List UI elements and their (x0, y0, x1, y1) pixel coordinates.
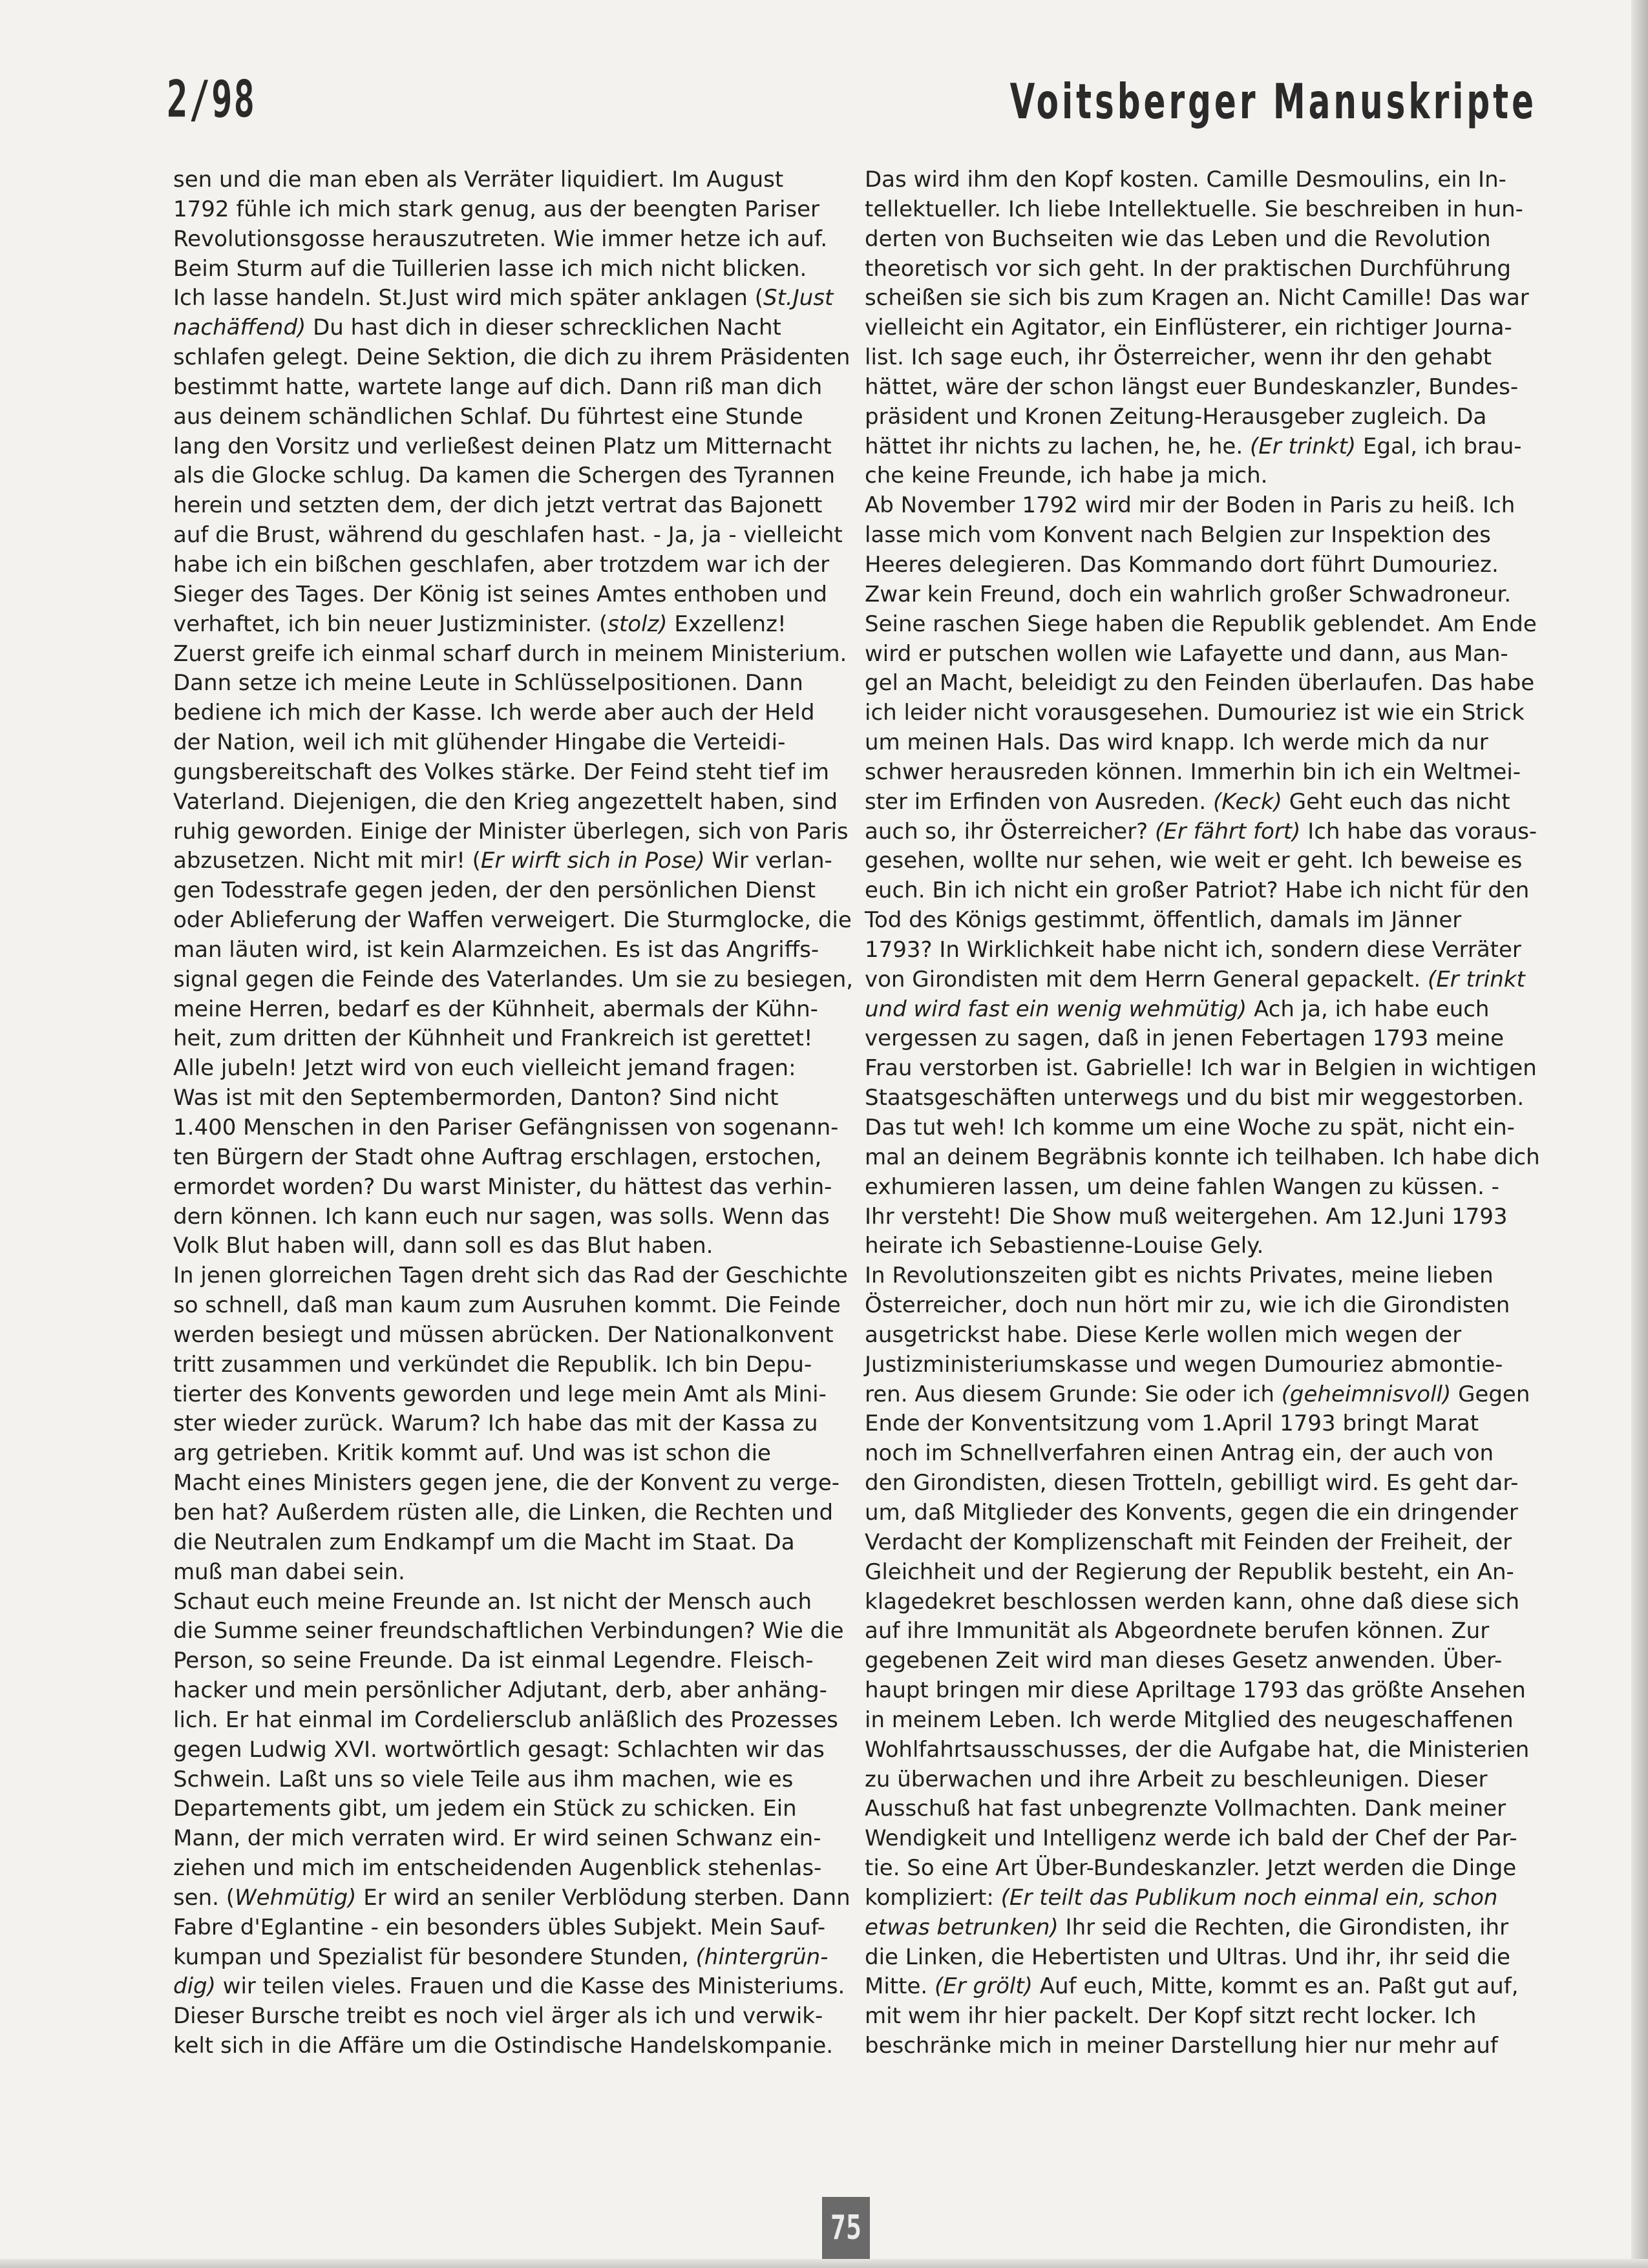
text-line (173, 255, 832, 284)
text-line (173, 1202, 832, 1232)
text-run: auch so, ihr Österreicher? (865, 818, 1156, 845)
text-run: präsident und Kronen Zeitung-Herausgeber zugleich. Da (865, 403, 1487, 430)
text-line (173, 313, 832, 343)
text-run: der Nation, weil ich mit glühender Hingabe die Verteidi- (173, 730, 786, 756)
text-run: haupt bringen mir diese Apriltage 1793 das größte Ansehen (865, 1677, 1526, 1704)
text-line (173, 1232, 832, 1261)
text-run: Ab November 1792 wird mir der Boden in Paris zu heiß. Ich (865, 492, 1516, 519)
text-run: Heeres delegieren. Das Kommando dort führt Dumouriez. (865, 551, 1499, 578)
text-line (865, 1291, 1517, 1321)
text-run: exhumieren lassen, um deine fahlen Wangen zu küssen. - (865, 1173, 1499, 1200)
text-run: noch im Schnellverfahren einen Antrag ein, der auch von (865, 1440, 1494, 1467)
text-run: hacker und mein persönlicher Adjutant, derb, aber anhäng- (173, 1677, 827, 1704)
text-line (173, 1409, 832, 1439)
stage-direction: (Er trinkt (1427, 966, 1525, 992)
text-run: schlafen gelegt. Deine Sektion, die dich zu ihrem Präsidenten (173, 344, 850, 371)
text-line (865, 1024, 1517, 1054)
text-run: Sieger des Tages. Der König ist seines Amtes enthoben und (173, 581, 827, 607)
text-run: gungsbereitschaft des Volkes stärke. Der Feind steht tief im (173, 759, 829, 785)
text-line (865, 491, 1517, 521)
text-run: bestimmt hatte, wartete lange auf dich. Dann riß man dich (173, 373, 823, 400)
text-line (865, 1676, 1526, 1706)
text-line (173, 1380, 832, 1410)
text-line (173, 758, 832, 788)
text-run: lich. Er hat einmal im Cordeliersclub anläßlich des Prozesses (173, 1706, 838, 1733)
text-run: Exzellenz! (667, 611, 787, 637)
text-line (173, 1884, 850, 1913)
text-line (865, 610, 1537, 640)
text-run: Geht euch das nicht (1282, 788, 1510, 815)
text-run: In jenen glorreichen Tagen dreht sich das Rad der Geschichte (173, 1263, 848, 1289)
text-run: Seine raschen Siege haben die Republik geblendet. Am Ende (865, 611, 1537, 637)
text-run: Das tut weh! Ich komme um eine Woche zu spät, nicht ein- (865, 1115, 1515, 1140)
text-line (865, 1409, 1517, 1439)
text-run: um meinen Hals. Das wird knapp. Ich werde mich da nur (865, 730, 1488, 756)
text-line (865, 846, 1523, 876)
text-line (865, 225, 1517, 255)
text-line (173, 343, 850, 373)
text-run: heit, zum dritten der Kühnheit und Frankreich ist gerettet! (173, 1025, 813, 1052)
text-run: von Girondisten mit dem Herrn General gepackelt. (865, 966, 1428, 992)
text-run: abzusetzen. Nicht mit mir! ( (173, 848, 481, 874)
text-line (865, 1113, 1517, 1143)
text-line (865, 1202, 1517, 1232)
text-line (865, 1913, 1517, 1943)
text-line (173, 284, 832, 313)
text-line (173, 669, 832, 698)
text-line (865, 551, 1517, 580)
text-run: klagedekret beschlossen werden kann, ohne daß diese sich (865, 1588, 1520, 1615)
text-line (865, 1943, 1517, 1973)
text-run: man läuten wird, ist kein Alarmzeichen. Es ist das Angriffs- (173, 936, 819, 963)
text-line (173, 521, 843, 551)
text-line (865, 1854, 1517, 1884)
text-line (173, 1054, 832, 1084)
text-line (173, 1706, 838, 1736)
text-run: beschränke mich in meiner Darstellung hier nur mehr auf (865, 2033, 1498, 2059)
text-run: dern können. Ich kann euch nur sagen, was solls. Wenn das (173, 1203, 830, 1230)
text-run: theoretisch vor sich geht. In der praktischen Durchführung (865, 255, 1511, 282)
text-line (865, 1528, 1517, 1558)
text-line (865, 1439, 1517, 1469)
text-line (173, 1558, 832, 1588)
text-line (173, 2032, 832, 2061)
text-run: In Revolutionszeiten gibt es nichts Privates, meine lieben (865, 1263, 1494, 1289)
stage-direction: stolz) (607, 611, 668, 637)
text-column-right (865, 165, 1540, 2061)
text-run: tie. So eine Art Über-Bundeskanzler. Jetzt werden die Dinge (865, 1855, 1517, 1882)
text-run: Ach ja, ich habe euch (1247, 996, 1490, 1022)
text-run: ster wieder zurück. Warum? Ich habe das mit der Kassa zu (173, 1411, 818, 1437)
text-line (173, 965, 854, 995)
text-line (865, 255, 1517, 284)
text-run: che keine Freunde, ich habe ja mich. (865, 463, 1268, 489)
text-line (173, 906, 852, 936)
page-edge-right (1631, 0, 1648, 2268)
text-line (865, 1054, 1537, 1084)
text-line (865, 1261, 1517, 1291)
text-run: list. Ich sage euch, ihr Österreicher, wenn ihr den gehabt (865, 344, 1492, 371)
stage-direction: Wehmütig) (235, 1884, 357, 1911)
text-line (865, 195, 1523, 225)
text-line (865, 580, 1517, 610)
text-line (865, 1736, 1530, 1765)
text-run: wird er putschen wollen wie Lafayette und dann, aus Man- (865, 640, 1508, 667)
stage-direction: (Keck) (1213, 788, 1282, 815)
text-run: Wir verlan- (704, 848, 832, 874)
text-line (865, 432, 1522, 462)
text-line (865, 698, 1525, 728)
text-line (865, 906, 1517, 936)
text-line (173, 2002, 832, 2032)
text-run: Vaterland. Diejenigen, die den Krieg angezettelt haben, sind (173, 788, 838, 815)
text-run: kompliziert: (865, 1884, 1001, 1911)
text-line (173, 403, 832, 432)
text-run: Schaut euch meine Freunde an. Ist nicht der Mensch auch (173, 1588, 812, 1615)
text-run: Ihr seid die Rechten, die Girondisten, ihr (1058, 1914, 1509, 1940)
text-run: vergessen zu sagen, daß in jenen Febertagen 1793 meine (865, 1025, 1505, 1052)
text-line (865, 373, 1517, 403)
text-line (173, 1261, 848, 1291)
text-run: Verdacht der Komplizenschaft mit Feinden der Freiheit, der (865, 1529, 1512, 1555)
text-line (865, 1498, 1517, 1528)
issue-number: 2/98 (167, 70, 257, 129)
text-run: tritt zusammen und verkündet die Republik. Ich bin Depu- (173, 1351, 812, 1378)
text-run: ren. Aus diesem Grunde: Sie oder ich (865, 1381, 1282, 1407)
text-line (865, 1884, 1517, 1913)
text-run: kelt sich in die Affäre um die Ostindische Handelskompanie. (173, 2033, 834, 2059)
text-run: Das wird ihm den Kopf kosten. Camille Desmoulins, ein In- (865, 167, 1506, 193)
text-line (865, 165, 1517, 195)
text-line (173, 995, 832, 1025)
text-line (865, 1350, 1517, 1380)
text-line (865, 1646, 1517, 1676)
text-run: Wohlfahrtsausschusses, der die Aufgabe hat, die Ministerien (865, 1736, 1530, 1763)
text-line (865, 1558, 1517, 1588)
text-line (865, 403, 1517, 432)
text-run: die Neutralen zum Endkampf um die Macht im Staat. Da (173, 1529, 795, 1555)
text-run: Beim Sturm auf die Tuillerien lasse ich mich nicht blicken. (173, 255, 807, 282)
text-run: gel an Macht, beleidigt zu den Feinden überlaufen. Das habe (865, 670, 1535, 697)
text-line (173, 728, 832, 758)
text-run: in meinem Leben. Ich werde Mitglied des neugeschaffenen (865, 1706, 1514, 1733)
text-run: hättet ihr nichts zu lachen, he, he. (865, 433, 1250, 459)
text-run: sen und die man eben als Verräter liquidiert. Im August (173, 167, 784, 193)
text-line (173, 1321, 832, 1350)
text-line (865, 640, 1517, 669)
text-line (173, 610, 832, 640)
text-run: die Summe seiner freundschaftlichen Verbindungen? Wie die (173, 1618, 844, 1644)
text-run: die Linken, die Hebertisten und Ultras. Und ihr, ihr seid die (865, 1944, 1510, 1970)
text-line (173, 1913, 832, 1943)
stage-direction: etwas betrunken) (865, 1914, 1059, 1940)
stage-direction: (Er teilt das Publikum noch einmal ein, schon (1000, 1884, 1498, 1911)
text-run: auf ihre Immunität als Abgeordnete berufen können. Zur (865, 1618, 1490, 1644)
text-run: auf die Brust, während du geschlafen hast. - Ja, ja - vielleicht (173, 522, 843, 549)
text-run: Zuerst greife ich einmal scharf durch in meinem Ministerium. (173, 640, 847, 667)
text-line (173, 580, 832, 610)
stage-direction: Er wirft sich in Pose) (480, 848, 705, 874)
text-run: Er wird an seniler Verblödung sterben. Dann (356, 1884, 850, 1911)
text-line (173, 698, 832, 728)
text-line (173, 936, 832, 965)
text-run: Gegen (1451, 1381, 1530, 1407)
text-line (865, 936, 1521, 965)
text-run: Person, so seine Freunde. Da ist einmal Legendre. Fleisch- (173, 1648, 814, 1674)
text-line (865, 1232, 1517, 1261)
text-run: gegebenen Zeit wird man dieses Gesetz anwenden. Über- (865, 1648, 1503, 1674)
text-line (173, 1824, 832, 1854)
text-run: Departements gibt, um jedem ein Stück zu schicken. Ein (173, 1796, 797, 1822)
text-run: heirate ich Sebastienne-Louise Gely. (865, 1233, 1264, 1259)
journal-title: Voitsberger Manuskripte (1009, 74, 1537, 130)
text-run: tellektueller. Ich liebe Intellektuelle. Sie beschreiben in hun- (865, 196, 1523, 222)
text-run: Schwein. Laßt uns so viele Teile aus ihm machen, wie es (173, 1766, 794, 1792)
text-run: Mitte. (865, 1973, 935, 2000)
text-line (173, 788, 838, 817)
text-run: herein und setzten dem, der dich jetzt vertrat das Bajonett (173, 492, 823, 519)
text-line (173, 817, 849, 847)
text-line (173, 1173, 832, 1202)
text-line (173, 1113, 839, 1143)
text-line (173, 1084, 832, 1113)
text-run: signal gegen die Feinde des Vaterlandes. Um sie zu besiegen, (173, 966, 854, 992)
stage-direction: (hintergrün- (695, 1944, 829, 1970)
text-column-left (173, 165, 854, 2061)
text-line (865, 1143, 1540, 1173)
text-run: wir teilen vieles. Frauen und die Kasse des Ministeriums. (215, 1973, 845, 2000)
text-run: Justizministeriumskasse und wegen Dumouriez abmontie- (865, 1351, 1503, 1378)
text-run: ich leider nicht vorausgesehen. Dumouriez ist wie ein Strick (865, 700, 1525, 726)
stage-direction: (Er fährt fort) (1155, 818, 1301, 845)
text-line (865, 1173, 1517, 1202)
text-run: vielleicht ein Agitator, ein Einflüsterer, ein richtiger Journa- (865, 315, 1512, 341)
text-run: Ihr versteht! Die Show muß weitergehen. Am 12.Juni 1793 (865, 1203, 1508, 1230)
text-line (173, 491, 832, 521)
text-line (865, 1824, 1517, 1854)
text-line (173, 1765, 832, 1795)
text-line (865, 1321, 1517, 1350)
text-line (173, 1350, 832, 1380)
text-run: scheißen sie sich bis zum Kragen an. Nicht Camille! Das war (865, 285, 1529, 311)
text-line (173, 432, 832, 462)
text-line (865, 284, 1529, 313)
text-line (173, 1291, 841, 1321)
text-run: aus deinem schändlichen Schlaf. Du führtest eine Stunde (173, 403, 803, 430)
text-run: kumpan und Spezialist für besondere Stunden, (173, 1944, 696, 1970)
text-line (173, 640, 847, 669)
text-run: ruhig geworden. Einige der Minister überlegen, sich von Paris (173, 818, 849, 845)
text-line (865, 758, 1521, 788)
text-run: muß man dabei sein. (173, 1559, 405, 1585)
text-run: um, daß Mitglieder des Konvents, gegen die ein dringender (865, 1499, 1518, 1526)
stage-direction: (Er trinkt) (1249, 433, 1357, 459)
text-line (173, 373, 832, 403)
text-line (865, 1617, 1517, 1646)
text-run: verhaftet, ich bin neuer Justizminister. ( (173, 611, 608, 637)
text-run: Fabre d'Eglantine - ein besonders übles Subjekt. Mein Sauf- (173, 1914, 826, 1940)
text-line (865, 313, 1517, 343)
text-line (173, 846, 832, 876)
text-line (173, 461, 836, 491)
text-line (173, 1794, 832, 1824)
text-line (865, 1706, 1517, 1736)
text-line (173, 195, 832, 225)
text-run: Ich habe das voraus- (1300, 818, 1537, 845)
text-run: den Girondisten, diesen Trotteln, gebilligt wird. Es geht dar- (865, 1470, 1519, 1496)
text-line (173, 1528, 832, 1558)
text-line (173, 1143, 832, 1173)
text-run: Auf euch, Mitte, kommt es an. Paßt gut auf, (1032, 1973, 1519, 2000)
text-run: tierter des Konvents geworden und lege mein Amt als Mini- (173, 1381, 827, 1407)
text-line (173, 1972, 845, 2002)
text-run: Ende der Konventsitzung vom 1.April 1793 bringt Marat (865, 1411, 1479, 1437)
text-line (173, 876, 832, 906)
text-line (865, 1765, 1517, 1795)
text-line (865, 2032, 1517, 2061)
page-edge-bottom (0, 2259, 1648, 2268)
text-run: mit wem ihr hier packelt. Der Kopf sitzt recht locker. Ich (865, 2003, 1477, 2030)
stage-direction: St.Just (763, 285, 834, 311)
text-run: ster im Erfinden von Ausreden. (865, 788, 1214, 815)
text-run: mal an deinem Begräbnis konnte ich teilhaben. Ich habe dich (865, 1144, 1540, 1170)
text-run: Tod des Königs gestimmt, öffentlich, damals im Jänner (865, 907, 1462, 934)
stage-direction: (Er grölt) (934, 1973, 1033, 2000)
text-line (865, 669, 1535, 698)
text-run: Alle jubeln! Jetzt wird von euch vielleicht jemand fragen: (173, 1055, 796, 1082)
text-line (173, 1736, 832, 1765)
text-run: gen Todesstrafe gegen jeden, der den persönlichen Dienst (173, 877, 816, 904)
text-line (865, 965, 1525, 995)
text-line (865, 1794, 1517, 1824)
page-number-badge (822, 2197, 870, 2259)
text-run: ziehen und mich im entscheidenden Augenblick stehenlas- (173, 1855, 822, 1882)
text-run: werden besiegt und müssen abrücken. Der Nationalkonvent (173, 1321, 834, 1348)
text-run: Wendigkeit und Intelligenz werde ich bald der Chef der Par- (865, 1825, 1517, 1852)
text-run: Dann setze ich meine Leute in Schlüsselpositionen. Dann (173, 670, 803, 697)
text-run: hättet, wäre der schon längst euer Bundeskanzler, Bundes- (865, 373, 1519, 400)
text-run: oder Ablieferung der Waffen verweigert. Die Sturmglocke, die (173, 907, 852, 934)
text-line (865, 1084, 1525, 1113)
text-run: Volk Blut haben will, dann soll es das Blut haben. (173, 1233, 713, 1259)
text-run: bediene ich mich der Kasse. Ich werde aber auch der Held (173, 700, 815, 726)
text-line (173, 1498, 832, 1528)
text-run: derten von Buchseiten wie das Leben und die Revolution (865, 226, 1491, 252)
text-line (173, 1617, 844, 1646)
text-line (865, 728, 1517, 758)
text-line (173, 1943, 832, 1973)
text-run: Zwar kein Freund, doch ein wahrlich großer Schwadroneur. (865, 581, 1512, 607)
text-run: ten Bürgern der Stadt ohne Auftrag erschlagen, erstochen, (173, 1144, 822, 1170)
text-line (865, 521, 1517, 551)
stage-direction: und wird fast ein wenig wehmütig) (865, 996, 1247, 1022)
text-run: Ich lasse handeln. St.Just wird mich später anklagen ( (173, 285, 763, 311)
text-line (173, 225, 832, 255)
text-run: 1.400 Menschen in den Pariser Gefängnissen von sogenann- (173, 1115, 839, 1140)
text-run: Was ist mit den Septembermorden, Danton? Sind nicht (173, 1085, 779, 1111)
text-run: Mann, der mich verraten wird. Er wird seinen Schwanz ein- (173, 1825, 821, 1852)
text-line (865, 343, 1517, 373)
text-line (865, 995, 1517, 1025)
page-number: 75 (830, 2209, 862, 2247)
stage-direction: nachäffend) (173, 315, 306, 341)
text-run: sen. ( (173, 1884, 235, 1911)
text-run: als die Glocke schlug. Da kamen die Schergen des Tyrannen (173, 463, 836, 489)
text-line (173, 1588, 832, 1617)
text-run: Egal, ich brau- (1356, 433, 1522, 459)
text-line (865, 876, 1530, 906)
text-run: gesehen, wollte nur sehen, wie weit er geht. Ich beweise es (865, 848, 1523, 874)
text-run: Österreicher, doch nun hört mir zu, wie ich die Girondisten (865, 1292, 1510, 1319)
text-run: habe ich ein bißchen geschlafen, aber trotzdem war ich der (173, 551, 830, 578)
text-run: 1793? In Wirklichkeit habe nicht ich, sondern diese Verräter (865, 936, 1521, 963)
text-line (865, 1588, 1520, 1617)
text-line (173, 1854, 832, 1884)
text-line (173, 1439, 832, 1469)
text-line (173, 1469, 840, 1498)
text-run: gegen Ludwig XVI. wortwörtlich gesagt: Schlachten wir das (173, 1736, 825, 1763)
text-run: zu überwachen und ihre Arbeit zu beschleunigen. Dieser (865, 1766, 1488, 1792)
text-run: so schnell, daß man kaum zum Ausruhen kommt. Die Feinde (173, 1292, 841, 1319)
text-line (865, 1380, 1530, 1410)
text-line (865, 2002, 1517, 2032)
text-line (865, 817, 1537, 847)
text-run: ausgetrickst habe. Diese Kerle wollen mich wegen der (865, 1321, 1462, 1348)
text-line (173, 1676, 832, 1706)
text-line (865, 461, 1517, 491)
text-run: arg getrieben. Kritik kommt auf. Und was ist schon die (173, 1440, 771, 1467)
text-line (865, 1469, 1517, 1498)
text-run: meine Herren, bedarf es der Kühnheit, abermals der Kühn- (173, 996, 818, 1022)
text-run: ermordet worden? Du warst Minister, du hättest das verhin- (173, 1173, 832, 1200)
text-line (865, 788, 1517, 817)
text-run: schwer herausreden können. Immerhin bin ich ein Weltmei- (865, 759, 1521, 785)
stage-direction: (geheimnisvoll) (1281, 1381, 1452, 1407)
stage-direction: dig) (173, 1973, 216, 2000)
text-run: lasse mich vom Konvent nach Belgien zur Inspektion des (865, 522, 1491, 549)
text-run: 1792 fühle ich mich stark genug, aus der beengten Pariser (173, 196, 820, 222)
text-line (173, 1646, 832, 1676)
text-run: Staatsgeschäften unterwegs und du bist mir weggestorben. (865, 1085, 1525, 1111)
text-line (173, 551, 832, 580)
text-line (173, 1024, 832, 1054)
text-line (173, 165, 832, 195)
text-run: Frau verstorben ist. Gabrielle! Ich war in Belgien in wichtigen (865, 1055, 1537, 1082)
text-run: Revolutionsgosse herauszutreten. Wie immer hetze ich auf. (173, 226, 828, 252)
text-run: ben hat? Außerdem rüsten alle, die Linken, die Rechten und (173, 1499, 834, 1526)
text-run: Dieser Bursche treibt es noch viel ärger als ich und verwik- (173, 2003, 823, 2030)
text-run: euch. Bin ich nicht ein großer Patriot? Habe ich nicht für den (865, 877, 1530, 904)
text-line (865, 1972, 1517, 2002)
text-run: Ausschuß hat fast unbegrenzte Vollmachten. Dank meiner (865, 1796, 1506, 1822)
text-run: Du hast dich in dieser schrecklichen Nacht (306, 315, 781, 341)
text-run: Macht eines Ministers gegen jene, die der Konvent zu verge- (173, 1470, 840, 1496)
text-run: lang den Vorsitz und verließest deinen Platz um Mitternacht (173, 433, 832, 459)
text-run: Gleichheit und der Regierung der Republik besteht, ein An- (865, 1559, 1514, 1585)
